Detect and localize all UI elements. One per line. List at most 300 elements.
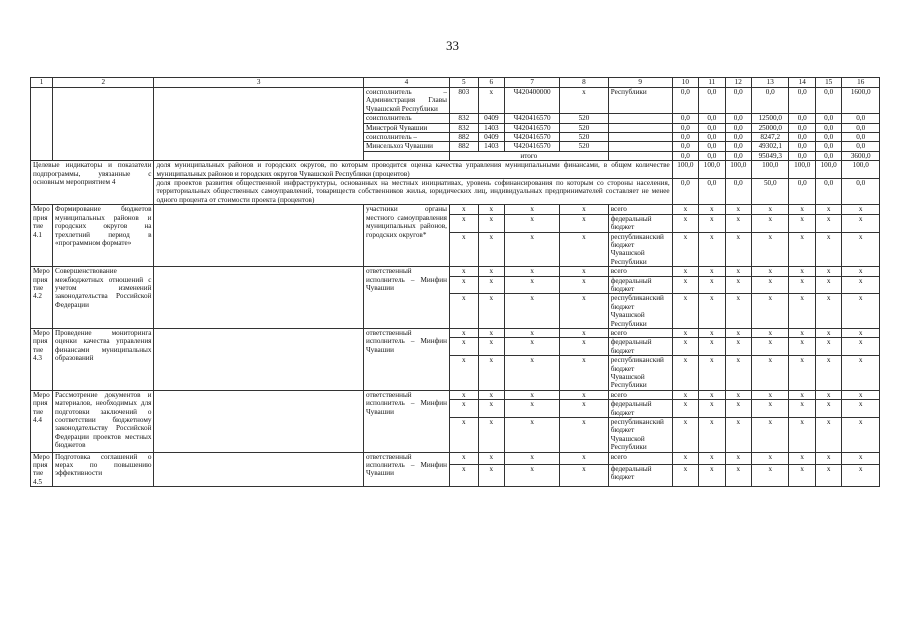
table-cell: Ч420416570 <box>505 142 560 151</box>
x-mark: х <box>842 214 880 232</box>
x-mark: х <box>752 418 789 453</box>
value-cell: 100,0 <box>699 161 725 179</box>
x-mark: х <box>478 452 504 464</box>
x-mark: х <box>699 232 725 267</box>
x-mark: х <box>789 390 815 399</box>
x-mark: х <box>505 464 560 487</box>
x-mark: х <box>725 294 751 329</box>
x-mark: х <box>699 328 725 337</box>
value-cell: 0,0 <box>672 142 698 151</box>
x-mark: х <box>842 464 880 487</box>
executor-cell: соисполнитель – Администрация Главы Чувашской Республики <box>363 88 449 114</box>
column-header: 10 <box>672 78 698 88</box>
value-cell: 0,0 <box>699 142 725 151</box>
x-mark: х <box>672 356 698 391</box>
value-cell: 100,0 <box>725 161 751 179</box>
source-cell: всего <box>608 267 672 276</box>
source-cell: республиканский бюджет Чувашской Республики <box>608 356 672 391</box>
x-mark: х <box>672 267 698 276</box>
value-cell: 0,0 <box>789 151 815 160</box>
measure-code: Мероприятие 4.1 <box>31 205 53 267</box>
x-mark: х <box>725 338 751 356</box>
x-mark: х <box>842 338 880 356</box>
program-table <box>30 77 880 487</box>
value-cell: 0,0 <box>789 88 815 114</box>
table-cell: 520 <box>560 123 609 132</box>
x-mark: х <box>842 400 880 418</box>
x-mark: х <box>672 276 698 294</box>
value-cell: 49302,1 <box>752 142 789 151</box>
x-mark: х <box>560 464 609 487</box>
indicator-text: доля муниципальных районов и городских округов, по которым проводится оценка качества управления муниципальными финансами, в общем количестве муниципальных районов и городских округов Чувашской Республики (процентов) <box>154 161 672 179</box>
x-mark: х <box>478 232 504 267</box>
x-mark: х <box>842 390 880 399</box>
x-mark: х <box>672 232 698 267</box>
x-mark: х <box>752 356 789 391</box>
x-mark: х <box>725 400 751 418</box>
x-mark: х <box>789 464 815 487</box>
x-mark: х <box>842 232 880 267</box>
value-cell: 50,0 <box>752 179 789 205</box>
x-mark: х <box>789 294 815 329</box>
table-cell: х <box>560 88 609 114</box>
source-cell: всего <box>608 390 672 399</box>
x-mark: х <box>789 328 815 337</box>
x-mark: х <box>815 418 841 453</box>
value-cell: 100,0 <box>672 161 698 179</box>
value-cell: 0,0 <box>842 114 880 123</box>
executor-cell: соисполнитель – <box>363 133 449 142</box>
x-mark: х <box>478 390 504 399</box>
executor-cell: ответственный исполнитель – Минфин Чувашии <box>363 452 449 487</box>
x-mark: х <box>815 400 841 418</box>
value-cell: 0,0 <box>672 179 698 205</box>
source-cell: всего <box>608 205 672 214</box>
column-header: 8 <box>560 78 609 88</box>
value-cell: 0,0 <box>815 151 841 160</box>
value-cell: 0,0 <box>789 123 815 132</box>
x-mark: х <box>815 214 841 232</box>
x-mark: х <box>560 418 609 453</box>
x-mark: х <box>672 328 698 337</box>
x-mark: х <box>478 328 504 337</box>
x-mark: х <box>725 214 751 232</box>
value-cell: 100,0 <box>815 161 841 179</box>
source-cell <box>608 123 672 132</box>
x-mark: х <box>752 338 789 356</box>
table-cell: 520 <box>560 142 609 151</box>
x-mark: х <box>699 390 725 399</box>
table-cell: Ч420416570 <box>505 133 560 142</box>
table-cell: 832 <box>449 114 478 123</box>
column-header: 7 <box>505 78 560 88</box>
value-cell: 0,0 <box>725 142 751 151</box>
x-mark: х <box>478 464 504 487</box>
table-cell: 882 <box>449 142 478 151</box>
value-cell: 1600,0 <box>842 88 880 114</box>
value-cell: 25000,0 <box>752 123 789 132</box>
value-cell: 0,0 <box>672 114 698 123</box>
x-mark: х <box>842 294 880 329</box>
value-cell: 95049,3 <box>752 151 789 160</box>
table-cell <box>154 328 363 390</box>
x-mark: х <box>752 328 789 337</box>
source-cell: Республики <box>608 88 672 114</box>
x-mark: х <box>449 267 478 276</box>
x-mark: х <box>699 452 725 464</box>
x-mark: х <box>752 232 789 267</box>
value-cell: 8247,2 <box>752 133 789 142</box>
value-cell: 0,0 <box>725 123 751 132</box>
x-mark: х <box>815 356 841 391</box>
source-cell: федеральный бюджет <box>608 276 672 294</box>
table-cell: 803 <box>449 88 478 114</box>
value-cell: 0,0 <box>815 88 841 114</box>
x-mark: х <box>505 418 560 453</box>
page-number: 33 <box>446 38 459 53</box>
x-mark: х <box>815 205 841 214</box>
value-cell: 0,0 <box>842 133 880 142</box>
value-cell: 0,0 <box>789 114 815 123</box>
measure-code: Мероприятие 4.2 <box>31 267 53 329</box>
x-mark: х <box>725 356 751 391</box>
x-mark: х <box>449 390 478 399</box>
source-cell: всего <box>608 328 672 337</box>
x-mark: х <box>815 276 841 294</box>
source-cell: республиканский бюджет Чувашской Республики <box>608 294 672 329</box>
value-cell: 0,0 <box>725 88 751 114</box>
value-cell: 0,0 <box>725 133 751 142</box>
table-cell: 520 <box>560 133 609 142</box>
x-mark: х <box>699 338 725 356</box>
measure-code: Мероприятие 4.4 <box>31 390 53 452</box>
measure-name: Формирование бюджетов муниципальных районов и городских округов на трехлетний период в «программном формате» <box>53 205 154 267</box>
source-cell: всего <box>608 452 672 464</box>
x-mark: х <box>560 338 609 356</box>
x-mark: х <box>789 356 815 391</box>
executor-cell: Минсельхоз Чувашии <box>363 142 449 151</box>
value-cell: 0,0 <box>815 114 841 123</box>
x-mark: х <box>752 214 789 232</box>
header-row <box>31 78 880 88</box>
x-mark: х <box>842 205 880 214</box>
column-header: 13 <box>752 78 789 88</box>
x-mark: х <box>478 356 504 391</box>
value-cell: 0,0 <box>815 123 841 132</box>
x-mark: х <box>505 356 560 391</box>
x-mark: х <box>725 418 751 453</box>
value-cell: 0,0 <box>699 114 725 123</box>
x-mark: х <box>699 356 725 391</box>
x-mark: х <box>752 452 789 464</box>
measure-code: Мероприятие 4.5 <box>31 452 53 487</box>
x-mark: х <box>560 390 609 399</box>
x-mark: х <box>505 214 560 232</box>
value-cell: 100,0 <box>842 161 880 179</box>
measure-row <box>31 452 880 464</box>
column-header: 2 <box>53 78 154 88</box>
value-cell: 0,0 <box>815 133 841 142</box>
table-cell <box>53 88 154 161</box>
x-mark: х <box>699 267 725 276</box>
x-mark: х <box>752 294 789 329</box>
indicator-text: доля проектов развития общественной инфраструктуры, основанных на местных инициативах, уровень софинансирования по которым со стороны населения, территориальных общественных самоуправлений, товариществ собственников жилья, юридических лиц, индивидуальных предпринимателей составляет не менее одного процента от стоимости проекта (процентов) <box>154 179 672 205</box>
x-mark: х <box>560 276 609 294</box>
executor-cell: соисполнитель <box>363 114 449 123</box>
value-cell: 0,0 <box>699 123 725 132</box>
table-cell: 1403 <box>478 123 504 132</box>
executor-cell: ответственный исполнитель – Минфин Чувашии <box>363 390 449 452</box>
x-mark: х <box>505 267 560 276</box>
x-mark: х <box>478 205 504 214</box>
x-mark: х <box>699 400 725 418</box>
x-mark: х <box>789 214 815 232</box>
x-mark: х <box>815 294 841 329</box>
x-mark: х <box>449 356 478 391</box>
table-cell <box>154 267 363 329</box>
x-mark: х <box>672 294 698 329</box>
x-mark: х <box>478 400 504 418</box>
x-mark: х <box>449 338 478 356</box>
table-cell <box>608 151 672 160</box>
x-mark: х <box>842 356 880 391</box>
value-cell: 3600,0 <box>842 151 880 160</box>
column-header: 3 <box>154 78 363 88</box>
executor-cell: ответственный исполнитель – Минфин Чувашии <box>363 328 449 390</box>
value-cell: 0,0 <box>672 133 698 142</box>
indicator-row <box>31 179 880 205</box>
total-label: итого <box>449 151 608 160</box>
x-mark: х <box>478 214 504 232</box>
x-mark: х <box>478 418 504 453</box>
x-mark: х <box>505 452 560 464</box>
x-mark: х <box>505 294 560 329</box>
x-mark: х <box>752 400 789 418</box>
x-mark: х <box>789 205 815 214</box>
x-mark: х <box>725 205 751 214</box>
x-mark: х <box>505 232 560 267</box>
value-cell: 0,0 <box>699 179 725 205</box>
value-cell: 0,0 <box>725 151 751 160</box>
x-mark: х <box>725 232 751 267</box>
table-cell: 1403 <box>478 142 504 151</box>
x-mark: х <box>842 452 880 464</box>
x-mark: х <box>560 214 609 232</box>
x-mark: х <box>815 232 841 267</box>
x-mark: х <box>842 418 880 453</box>
value-cell: 0,0 <box>789 133 815 142</box>
source-cell: республиканский бюджет Чувашской Республики <box>608 232 672 267</box>
x-mark: х <box>815 338 841 356</box>
value-cell: 0,0 <box>699 88 725 114</box>
x-mark: х <box>505 338 560 356</box>
x-mark: х <box>672 452 698 464</box>
x-mark: х <box>815 452 841 464</box>
table-cell: Ч420416570 <box>505 114 560 123</box>
x-mark: х <box>560 400 609 418</box>
table-cell <box>31 88 53 161</box>
x-mark: х <box>478 276 504 294</box>
table-cell: 0409 <box>478 114 504 123</box>
value-cell: 100,0 <box>752 161 789 179</box>
x-mark: х <box>842 267 880 276</box>
x-mark: х <box>752 464 789 487</box>
x-mark: х <box>478 294 504 329</box>
x-mark: х <box>699 205 725 214</box>
value-cell: 0,0 <box>725 179 751 205</box>
x-mark: х <box>449 328 478 337</box>
x-mark: х <box>560 356 609 391</box>
value-cell: 0,0 <box>699 133 725 142</box>
table-cell <box>363 151 449 160</box>
table-cell: Ч420416570 <box>505 123 560 132</box>
x-mark: х <box>789 400 815 418</box>
x-mark: х <box>672 390 698 399</box>
x-mark: х <box>672 205 698 214</box>
value-cell: 0,0 <box>815 179 841 205</box>
source-cell: федеральный бюджет <box>608 214 672 232</box>
value-cell: 0,0 <box>842 142 880 151</box>
executor-cell: участники органы местного самоуправления муниципальных районов, городских округов* <box>363 205 449 267</box>
value-cell: 0,0 <box>815 142 841 151</box>
x-mark: х <box>815 464 841 487</box>
x-mark: х <box>560 452 609 464</box>
x-mark: х <box>725 464 751 487</box>
x-mark: х <box>560 267 609 276</box>
measure-name: Совершенствование межбюджетных отношений с учетом изменений законодательства Российской Федерации <box>53 267 154 329</box>
measure-row <box>31 390 880 399</box>
x-mark: х <box>672 464 698 487</box>
x-mark: х <box>725 267 751 276</box>
column-header: 12 <box>725 78 751 88</box>
x-mark: х <box>449 205 478 214</box>
x-mark: х <box>815 390 841 399</box>
executor-cell: Минстрой Чувашии <box>363 123 449 132</box>
source-cell <box>608 114 672 123</box>
x-mark: х <box>560 294 609 329</box>
x-mark: х <box>478 338 504 356</box>
x-mark: х <box>505 276 560 294</box>
x-mark: х <box>815 328 841 337</box>
source-cell <box>608 142 672 151</box>
value-cell: 0,0 <box>789 179 815 205</box>
x-mark: х <box>672 400 698 418</box>
measure-code: Мероприятие 4.3 <box>31 328 53 390</box>
x-mark: х <box>789 338 815 356</box>
x-mark: х <box>752 390 789 399</box>
value-cell: 0,0 <box>672 151 698 160</box>
column-header: 5 <box>449 78 478 88</box>
value-cell: 0,0 <box>752 88 789 114</box>
table-cell: 832 <box>449 123 478 132</box>
x-mark: х <box>478 267 504 276</box>
column-header: 16 <box>842 78 880 88</box>
x-mark: х <box>449 418 478 453</box>
table-cell <box>154 452 363 487</box>
x-mark: х <box>699 294 725 329</box>
x-mark: х <box>815 267 841 276</box>
x-mark: х <box>789 232 815 267</box>
table-cell: Ч420400000 <box>505 88 560 114</box>
table-cell: х <box>478 88 504 114</box>
value-cell: 100,0 <box>789 161 815 179</box>
table-cell <box>154 205 363 267</box>
value-cell: 0,0 <box>672 123 698 132</box>
x-mark: х <box>789 452 815 464</box>
x-mark: х <box>449 214 478 232</box>
x-mark: х <box>699 276 725 294</box>
indicators-label: Целевые индикаторы и показатели подпрограммы, увязанные с основным мероприятием 4 <box>31 161 154 205</box>
column-header: 15 <box>815 78 841 88</box>
source-cell: федеральный бюджет <box>608 464 672 487</box>
x-mark: х <box>505 328 560 337</box>
source-cell: республиканский бюджет Чувашской Республики <box>608 418 672 453</box>
column-header: 9 <box>608 78 672 88</box>
x-mark: х <box>449 464 478 487</box>
x-mark: х <box>699 214 725 232</box>
x-mark: х <box>752 205 789 214</box>
table-row <box>31 88 880 114</box>
x-mark: х <box>725 328 751 337</box>
x-mark: х <box>505 390 560 399</box>
column-header: 1 <box>31 78 53 88</box>
x-mark: х <box>842 328 880 337</box>
source-cell: федеральный бюджет <box>608 338 672 356</box>
x-mark: х <box>842 276 880 294</box>
table-cell: 520 <box>560 114 609 123</box>
measure-row <box>31 267 880 276</box>
x-mark: х <box>560 232 609 267</box>
x-mark: х <box>699 464 725 487</box>
x-mark: х <box>449 276 478 294</box>
x-mark: х <box>505 400 560 418</box>
value-cell: 0,0 <box>789 142 815 151</box>
table-cell <box>154 88 363 161</box>
source-cell <box>608 133 672 142</box>
column-header: 4 <box>363 78 449 88</box>
measure-row <box>31 328 880 337</box>
measure-name: Подготовка соглашений о мерах по повышению эффективности <box>53 452 154 487</box>
value-cell: 0,0 <box>842 179 880 205</box>
executor-cell: ответственный исполнитель – Минфин Чувашии <box>363 267 449 329</box>
x-mark: х <box>699 418 725 453</box>
column-header: 11 <box>699 78 725 88</box>
value-cell: 0,0 <box>725 114 751 123</box>
table-cell <box>154 390 363 452</box>
x-mark: х <box>672 338 698 356</box>
x-mark: х <box>449 400 478 418</box>
x-mark: х <box>505 205 560 214</box>
table-cell: 882 <box>449 133 478 142</box>
column-header: 6 <box>478 78 504 88</box>
indicator-row <box>31 161 880 179</box>
x-mark: х <box>725 276 751 294</box>
x-mark: х <box>560 328 609 337</box>
measure-name: Проведение мониторинга оценки качества управления финансами муниципальных образований <box>53 328 154 390</box>
x-mark: х <box>449 294 478 329</box>
column-header: 14 <box>789 78 815 88</box>
value-cell: 0,0 <box>672 88 698 114</box>
x-mark: х <box>560 205 609 214</box>
x-mark: х <box>789 276 815 294</box>
x-mark: х <box>752 276 789 294</box>
x-mark: х <box>449 232 478 267</box>
value-cell: 0,0 <box>699 151 725 160</box>
x-mark: х <box>789 267 815 276</box>
x-mark: х <box>789 418 815 453</box>
value-cell: 0,0 <box>842 123 880 132</box>
source-cell: федеральный бюджет <box>608 400 672 418</box>
